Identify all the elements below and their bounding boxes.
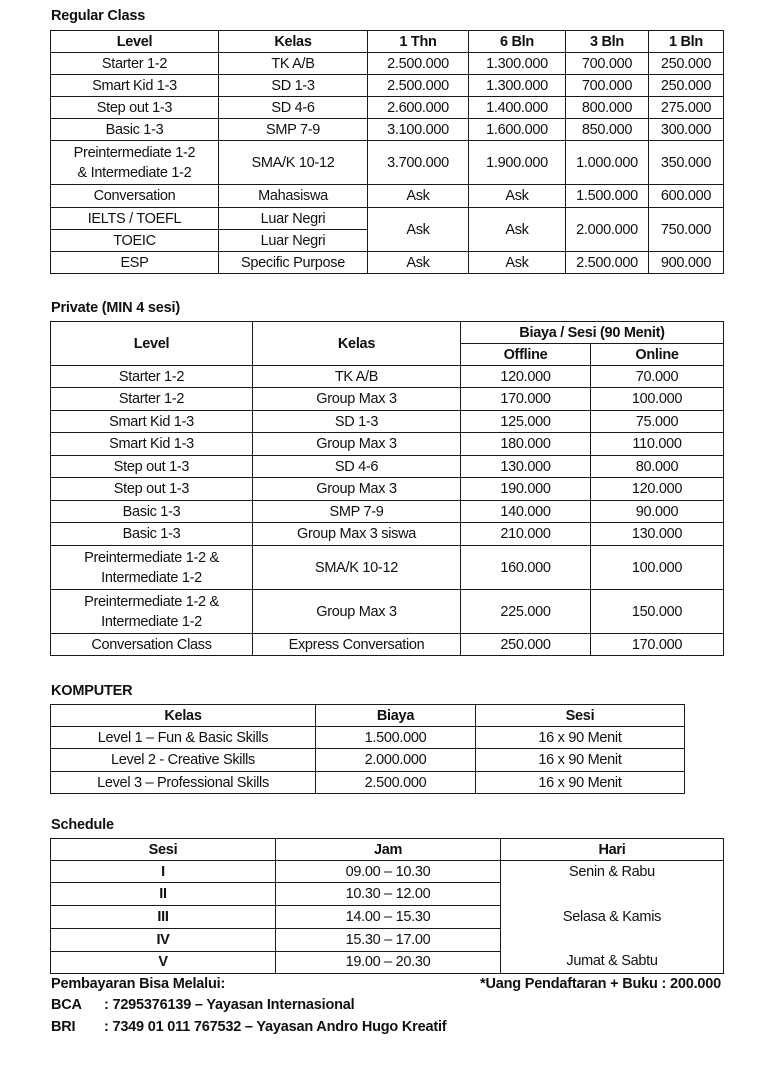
table-row <box>51 590 724 634</box>
cell-1-bln: 750.000 <box>649 208 724 252</box>
regular-class-table <box>50 30 724 274</box>
header-jam: Jam <box>276 839 501 861</box>
cell-kelas: TK A/B <box>253 366 461 388</box>
cell-1-bln: 300.000 <box>649 119 724 141</box>
table-row <box>51 861 724 883</box>
cell-6-bln: 1.300.000 <box>469 75 566 97</box>
cell-kelas: Group Max 3 siswa <box>253 523 461 546</box>
schedule-table <box>50 838 724 974</box>
cell-level: IELTS / TOEFL <box>51 208 219 230</box>
cell-jam: 19.00 – 20.30 <box>276 951 501 973</box>
schedule-title: Schedule <box>51 817 114 833</box>
komputer-title: KOMPUTER <box>51 683 133 699</box>
cell-offline: 180.000 <box>461 433 591 456</box>
cell-kelas: Group Max 3 <box>253 433 461 456</box>
cell-level-line-1: Preintermediate 1-2 & <box>84 549 219 566</box>
cell-level-line-1: Preintermediate 1-2 <box>73 144 196 161</box>
cell-sesi: II <box>51 883 276 906</box>
cell-online: 80.000 <box>591 456 724 478</box>
cell-kelas: Group Max 3 <box>253 590 461 634</box>
cell-1-bln: 250.000 <box>649 53 724 75</box>
cell-online: 150.000 <box>591 590 724 634</box>
cell-biaya: 2.500.000 <box>316 772 476 794</box>
cell-online: 100.000 <box>591 546 724 590</box>
cell-online: 70.000 <box>591 366 724 388</box>
table-row <box>51 119 724 141</box>
cell-kelas: Level 1 – Fun & Basic Skills <box>51 727 316 749</box>
cell-online: 110.000 <box>591 433 724 456</box>
cell-online: 90.000 <box>591 501 724 523</box>
cell-level: Basic 1-3 <box>51 119 219 141</box>
header-online: Online <box>591 344 724 366</box>
cell-kelas: SD 1-3 <box>219 75 368 97</box>
cell-level: Starter 1-2 <box>51 366 253 388</box>
bank-bca-label: BCA <box>51 997 82 1013</box>
cell-1-bln: 600.000 <box>649 185 724 208</box>
cell-jam: 15.30 – 17.00 <box>276 928 501 951</box>
cell-kelas: Luar Negri <box>219 208 368 230</box>
header-offline: Offline <box>461 344 591 366</box>
private-class-title: Private (MIN 4 sesi) <box>51 300 180 316</box>
cell-level: Smart Kid 1-3 <box>51 433 253 456</box>
day-jumat-sabtu: Jumat & Sabtu <box>566 953 658 969</box>
cell-level: Smart Kid 1-3 <box>51 411 253 433</box>
header-1-thn: 1 Thn <box>368 31 469 53</box>
table-row <box>51 185 724 208</box>
table-row <box>51 456 724 478</box>
cell-kelas: SD 4-6 <box>253 456 461 478</box>
cell-offline: 250.000 <box>461 634 591 656</box>
cell-3-bln: 1.000.000 <box>566 141 649 185</box>
cell-online: 100.000 <box>591 388 724 411</box>
cell-6-bln: 1.300.000 <box>469 53 566 75</box>
table-row <box>51 523 724 546</box>
table-row <box>51 501 724 523</box>
cell-1-thn: Ask <box>368 185 469 208</box>
cell-3-bln: 700.000 <box>566 75 649 97</box>
table-row <box>51 208 724 230</box>
table-header-row <box>51 839 724 861</box>
cell-offline: 170.000 <box>461 388 591 411</box>
cell-1-thn: Ask <box>368 208 469 252</box>
cell-3-bln: 1.500.000 <box>566 185 649 208</box>
cell-offline: 125.000 <box>461 411 591 433</box>
cell-online: 130.000 <box>591 523 724 546</box>
cell-6-bln: 1.400.000 <box>469 97 566 119</box>
cell-kelas: SD 1-3 <box>253 411 461 433</box>
cell-level: ESP <box>51 252 219 274</box>
cell-level: Step out 1-3 <box>51 456 253 478</box>
cell-kelas: Level 2 - Creative Skills <box>51 749 316 772</box>
cell-sesi: I <box>51 861 276 883</box>
cell-1-thn: 3.100.000 <box>368 119 469 141</box>
table-row <box>51 749 685 772</box>
cell-sesi: V <box>51 951 276 973</box>
cell-level: Basic 1-3 <box>51 501 253 523</box>
table-row <box>51 727 685 749</box>
table-row <box>51 75 724 97</box>
table-row <box>51 252 724 274</box>
cell-6-bln: Ask <box>469 208 566 252</box>
bank-bri-label: BRI <box>51 1019 76 1035</box>
payment-label: Pembayaran Bisa Melalui: <box>51 976 226 992</box>
day-selasa-kamis: Selasa & Kamis <box>562 909 662 925</box>
day-senin-rabu: Senin & Rabu <box>569 864 655 880</box>
table-row <box>51 546 724 590</box>
header-kelas: Kelas <box>219 31 368 53</box>
cell-kelas: TK A/B <box>219 53 368 75</box>
header-sesi: Sesi <box>51 839 276 861</box>
cell-6-bln: Ask <box>469 252 566 274</box>
komputer-table <box>50 704 685 794</box>
cell-offline: 140.000 <box>461 501 591 523</box>
cell-1-bln: 900.000 <box>649 252 724 274</box>
cell-jam: 14.00 – 15.30 <box>276 906 501 928</box>
cell-level <box>51 590 253 634</box>
cell-level: Conversation Class <box>51 634 253 656</box>
cell-1-bln: 275.000 <box>649 97 724 119</box>
table-row <box>51 433 724 456</box>
cell-offline: 225.000 <box>461 590 591 634</box>
cell-level: Smart Kid 1-3 <box>51 75 219 97</box>
header-kelas: Kelas <box>253 322 461 366</box>
header-6-bln: 6 Bln <box>469 31 566 53</box>
cell-sesi: 16 x 90 Menit <box>476 772 685 794</box>
cell-1-bln: 350.000 <box>649 141 724 185</box>
cell-kelas: SMP 7-9 <box>253 501 461 523</box>
cell-level: Starter 1-2 <box>51 388 253 411</box>
cell-hari <box>501 861 724 974</box>
cell-kelas: Mahasiswa <box>219 185 368 208</box>
cell-1-thn: 2.600.000 <box>368 97 469 119</box>
table-row <box>51 478 724 501</box>
private-class-table <box>50 321 724 656</box>
header-level: Level <box>51 31 219 53</box>
cell-3-bln: 2.500.000 <box>566 252 649 274</box>
cell-offline: 120.000 <box>461 366 591 388</box>
cell-kelas: Luar Negri <box>219 230 368 252</box>
header-kelas: Kelas <box>51 705 316 727</box>
cell-offline: 190.000 <box>461 478 591 501</box>
cell-6-bln: Ask <box>469 185 566 208</box>
cell-kelas: Group Max 3 <box>253 478 461 501</box>
cell-1-thn: Ask <box>368 252 469 274</box>
header-3-bln: 3 Bln <box>566 31 649 53</box>
cell-1-thn: 2.500.000 <box>368 53 469 75</box>
cell-kelas: SD 4-6 <box>219 97 368 119</box>
cell-level: Conversation <box>51 185 219 208</box>
cell-level: Basic 1-3 <box>51 523 253 546</box>
cell-offline: 210.000 <box>461 523 591 546</box>
cell-1-bln: 250.000 <box>649 75 724 97</box>
cell-1-thn: 3.700.000 <box>368 141 469 185</box>
cell-6-bln: 1.600.000 <box>469 119 566 141</box>
regular-class-title: Regular Class <box>51 8 146 24</box>
cell-biaya: 2.000.000 <box>316 749 476 772</box>
cell-1-thn: 2.500.000 <box>368 75 469 97</box>
table-row <box>51 388 724 411</box>
cell-kelas: SMA/K 10-12 <box>219 141 368 185</box>
cell-kelas: SMP 7-9 <box>219 119 368 141</box>
table-header-row <box>51 322 724 344</box>
cell-level: Step out 1-3 <box>51 97 219 119</box>
cell-level-line-2: & Intermediate 1-2 <box>77 164 192 181</box>
cell-sesi: IV <box>51 928 276 951</box>
cell-level: TOEIC <box>51 230 219 252</box>
table-row <box>51 97 724 119</box>
cell-kelas: SMA/K 10-12 <box>253 546 461 590</box>
cell-online: 170.000 <box>591 634 724 656</box>
table-row <box>51 141 724 185</box>
header-biaya: Biaya <box>316 705 476 727</box>
registration-fee-note: *Uang Pendaftaran + Buku : 200.000 <box>480 976 721 992</box>
bank-bca-account: : 7295376139 – Yayasan Internasional <box>104 997 355 1013</box>
cell-biaya: 1.500.000 <box>316 727 476 749</box>
cell-online: 75.000 <box>591 411 724 433</box>
cell-kelas: Level 3 – Professional Skills <box>51 772 316 794</box>
table-header-row <box>51 705 685 727</box>
cell-kelas: Express Conversation <box>253 634 461 656</box>
cell-level-line-1: Preintermediate 1-2 & <box>84 593 219 610</box>
table-row <box>51 411 724 433</box>
cell-sesi: 16 x 90 Menit <box>476 749 685 772</box>
cell-kelas: Group Max 3 <box>253 388 461 411</box>
cell-online: 120.000 <box>591 478 724 501</box>
cell-level: Starter 1-2 <box>51 53 219 75</box>
cell-offline: 130.000 <box>461 456 591 478</box>
cell-jam: 09.00 – 10.30 <box>276 861 501 883</box>
cell-level <box>51 141 219 185</box>
cell-level: Step out 1-3 <box>51 478 253 501</box>
cell-level-line-2: Intermediate 1-2 <box>101 613 202 630</box>
table-row <box>51 366 724 388</box>
table-row <box>51 53 724 75</box>
header-1-bln: 1 Bln <box>649 31 724 53</box>
table-row <box>51 772 685 794</box>
cell-sesi: III <box>51 906 276 928</box>
header-biaya-sesi: Biaya / Sesi (90 Menit) <box>461 322 724 344</box>
header-hari: Hari <box>501 839 724 861</box>
table-header-row <box>51 31 724 53</box>
cell-level <box>51 546 253 590</box>
cell-sesi: 16 x 90 Menit <box>476 727 685 749</box>
table-row <box>51 634 724 656</box>
header-level: Level <box>51 322 253 366</box>
cell-6-bln: 1.900.000 <box>469 141 566 185</box>
header-sesi: Sesi <box>476 705 685 727</box>
cell-3-bln: 700.000 <box>566 53 649 75</box>
cell-jam: 10.30 – 12.00 <box>276 883 501 906</box>
cell-3-bln: 2.000.000 <box>566 208 649 252</box>
cell-3-bln: 850.000 <box>566 119 649 141</box>
cell-kelas: Specific Purpose <box>219 252 368 274</box>
cell-level-line-2: Intermediate 1-2 <box>101 569 202 586</box>
bank-bri-account: : 7349 01 011 767532 – Yayasan Andro Hugo Kreatif <box>104 1019 447 1035</box>
cell-offline: 160.000 <box>461 546 591 590</box>
cell-3-bln: 800.000 <box>566 97 649 119</box>
